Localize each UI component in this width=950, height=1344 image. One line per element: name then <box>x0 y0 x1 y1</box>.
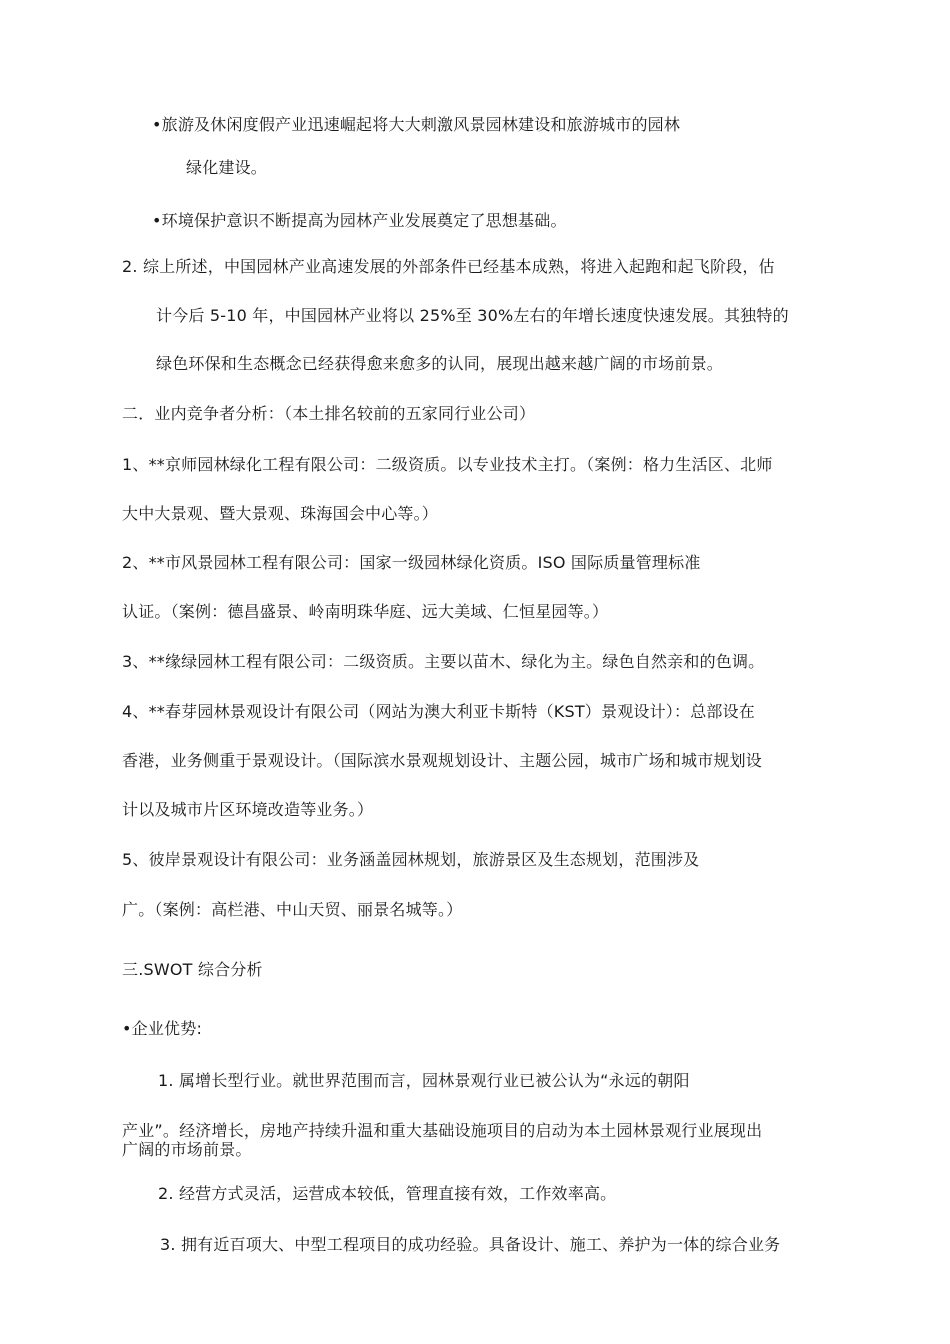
competitor-4-line-3: 计以及城市片区环境改造等业务。） <box>122 800 374 819</box>
summary-paragraph-line-1: 2. 综上所述，中国园林产业高速发展的外部条件已经基本成熟，将进入起跑和起飞阶段，估 <box>122 257 775 276</box>
competitor-1-line-2: 大中大景观、暨大景观、珠海国会中心等。） <box>122 504 439 523</box>
bullet-strengths: •企业优势: <box>122 1019 203 1038</box>
section-heading-competitors: 二．业内竞争者分析：（本土排名较前的五家同行业公司） <box>122 404 536 423</box>
summary-paragraph-line-2: 计今后 5-10 年，中国园林产业将以 25%至 30%左右的年增长速度快速发展。其独特的 <box>156 306 789 325</box>
strength-1-line-2: 产业”。经济增长，房地产持续升温和重大基础设施项目的启动为本土园林景观行业展现出 <box>122 1121 763 1140</box>
bullet-tourism-line-1: •旅游及休闲度假产业迅速崛起将大大刺激风景园林建设和旅游城市的园林 <box>152 115 681 134</box>
competitor-4-line-2: 香港，业务侧重于景观设计。（国际滨水景观规划设计、主题公园，城市广场和城市规划设 <box>122 751 763 770</box>
competitor-3: 3、**缘绿园林工程有限公司：二级资质。主要以苗木、绿化为主。绿色自然亲和的色调。 <box>122 652 765 671</box>
competitor-1-line-1: 1、**京师园林绿化工程有限公司：二级资质。以专业技术主打。（案例：格力生活区、北师 <box>122 455 773 474</box>
competitor-4-line-1: 4、**春芽园林景观设计有限公司（网站为澳大利亚卡斯特（KST）景观设计）：总部设在 <box>122 702 756 721</box>
strength-1-line-1: 1. 属增长型行业。就世界范围而言，园林景观行业已被公认为“永远的朝阳 <box>158 1071 690 1090</box>
section-heading-swot: 三.SWOT 综合分析 <box>122 960 263 979</box>
strength-1-line-3: 广阔的市场前景。 <box>122 1140 252 1159</box>
competitor-5-line-1: 5、彼岸景观设计有限公司：业务涵盖园林规划，旅游景区及生态规划，范围涉及 <box>122 850 700 869</box>
strength-3: 3. 拥有近百项大、中型工程项目的成功经验。具备设计、施工、养护为一体的综合业务 <box>160 1235 781 1254</box>
competitor-2-line-1: 2、**市风景园林工程有限公司：国家一级园林绿化资质。ISO 国际质量管理标准 <box>122 553 701 572</box>
summary-paragraph-line-3: 绿色环保和生态概念已经获得愈来愈多的认同，展现出越来越广阔的市场前景。 <box>156 354 724 373</box>
competitor-5-line-2: 广。（案例：高栏港、中山天贸、丽景名城等。） <box>122 900 463 919</box>
bullet-tourism-line-2: 绿化建设。 <box>186 158 268 177</box>
bullet-environment: •环境保护意识不断提高为园林产业发展奠定了思想基础。 <box>152 211 567 230</box>
competitor-2-line-2: 认证。（案例：德昌盛景、岭南明珠华庭、远大美域、仁恒星园等。） <box>122 602 609 621</box>
strength-2: 2. 经营方式灵活，运营成本较低，管理直接有效，工作效率高。 <box>158 1184 617 1203</box>
